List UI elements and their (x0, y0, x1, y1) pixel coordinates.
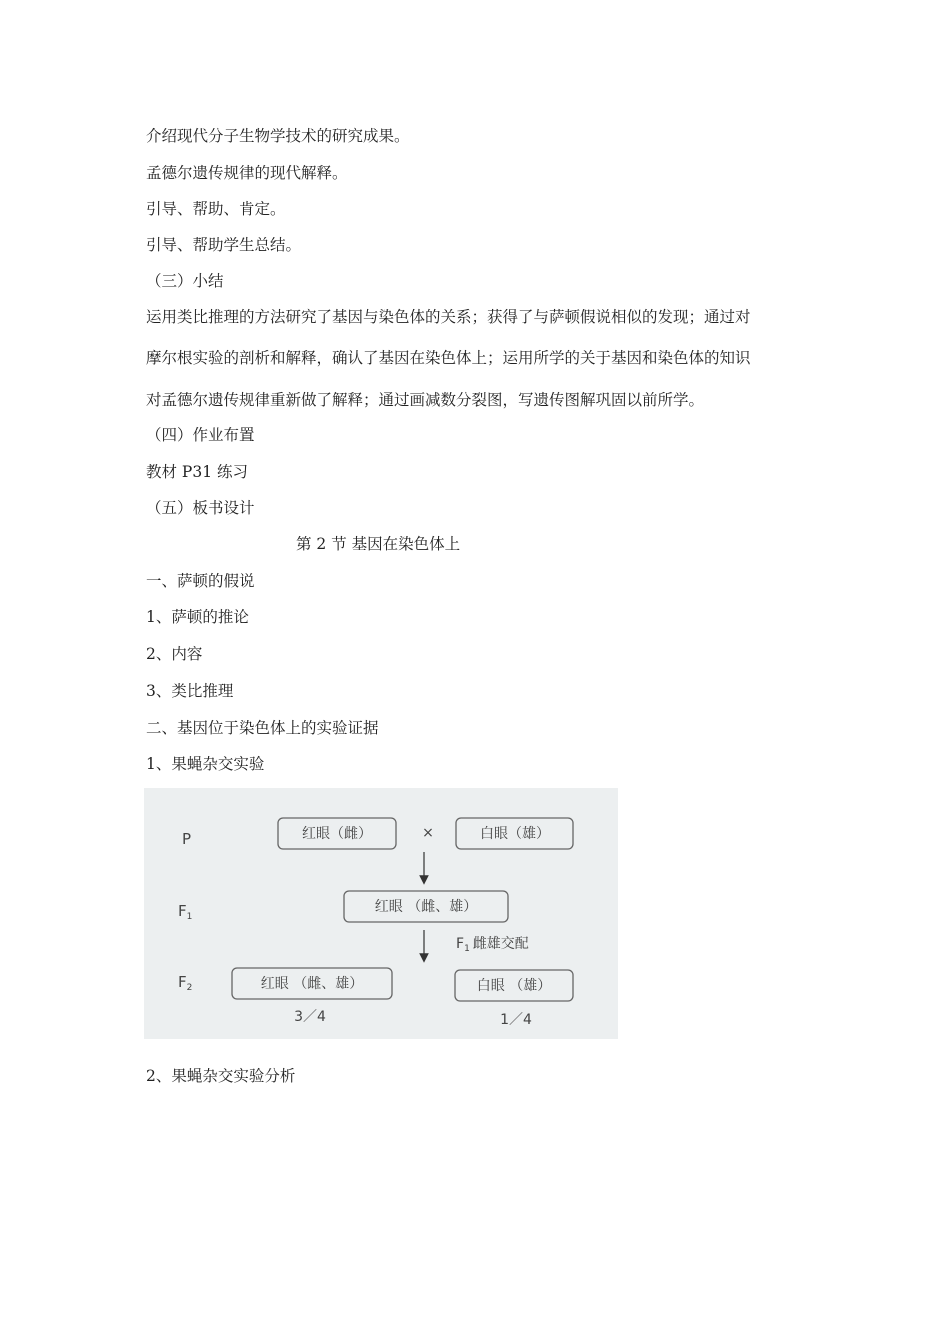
paragraph-line: 孟德尔遗传规律的现代解释。 (146, 164, 348, 182)
cross-diagram-svg (144, 788, 618, 1039)
board-title: 第 2 节 基因在染色体上 (296, 535, 461, 553)
label-f1: $F_1$ (178, 902, 193, 922)
paragraph-line: 教材 P31 练习 (146, 463, 249, 481)
text-f2-white: 白眼 （雄） (476, 978, 552, 994)
text-p-male: 白眼（雄） (480, 826, 550, 842)
label-f2: $F_2$ (178, 973, 193, 993)
text-p-female: 红眼（雌） (302, 826, 372, 842)
board-item: 2、果蝇杂交实验分析 (146, 1067, 296, 1085)
label-p: P (182, 830, 192, 848)
section-heading-board: （五）板书设计 (146, 499, 255, 517)
cross-diagram (144, 788, 618, 1039)
text-f1: 红眼 （雌、雄） (374, 899, 478, 915)
ratio-white: 1／4 (500, 1012, 532, 1028)
board-item: 1、萨顿的推论 (146, 608, 249, 626)
board-item: 1、果蝇杂交实验 (146, 755, 265, 773)
ratio-red: 3／4 (294, 1009, 326, 1025)
paragraph-line: 引导、帮助学生总结。 (146, 236, 302, 254)
paragraph-line: 对孟德尔遗传规律重新做了解释；通过画减数分裂图，写遗传图解巩固以前所学。 (146, 391, 705, 409)
paragraph-line: 摩尔根实验的剖析和解释，确认了基因在染色体上；运用所学的关于基因和染色体的知识 (146, 349, 751, 367)
board-item: 一、萨顿的假说 (146, 572, 255, 590)
text-mating: $F_1$ 雌雄交配 (456, 936, 529, 954)
text-f2-red: 红眼 （雌、雄） (260, 976, 364, 992)
cross-symbol: × (422, 825, 434, 841)
paragraph-line: 介绍现代分子生物学技术的研究成果。 (146, 127, 410, 145)
board-item: 2、内容 (146, 645, 203, 663)
board-item: 3、类比推理 (146, 682, 234, 700)
paragraph-line: 引导、帮助、肯定。 (146, 200, 286, 218)
paragraph-line: 运用类比推理的方法研究了基因与染色体的关系；获得了与萨顿假说相似的发现；通过对 (146, 308, 751, 326)
section-heading-summary: （三）小结 (146, 272, 224, 290)
section-heading-homework: （四）作业布置 (146, 426, 255, 444)
board-item: 二、基因位于染色体上的实验证据 (146, 719, 379, 737)
